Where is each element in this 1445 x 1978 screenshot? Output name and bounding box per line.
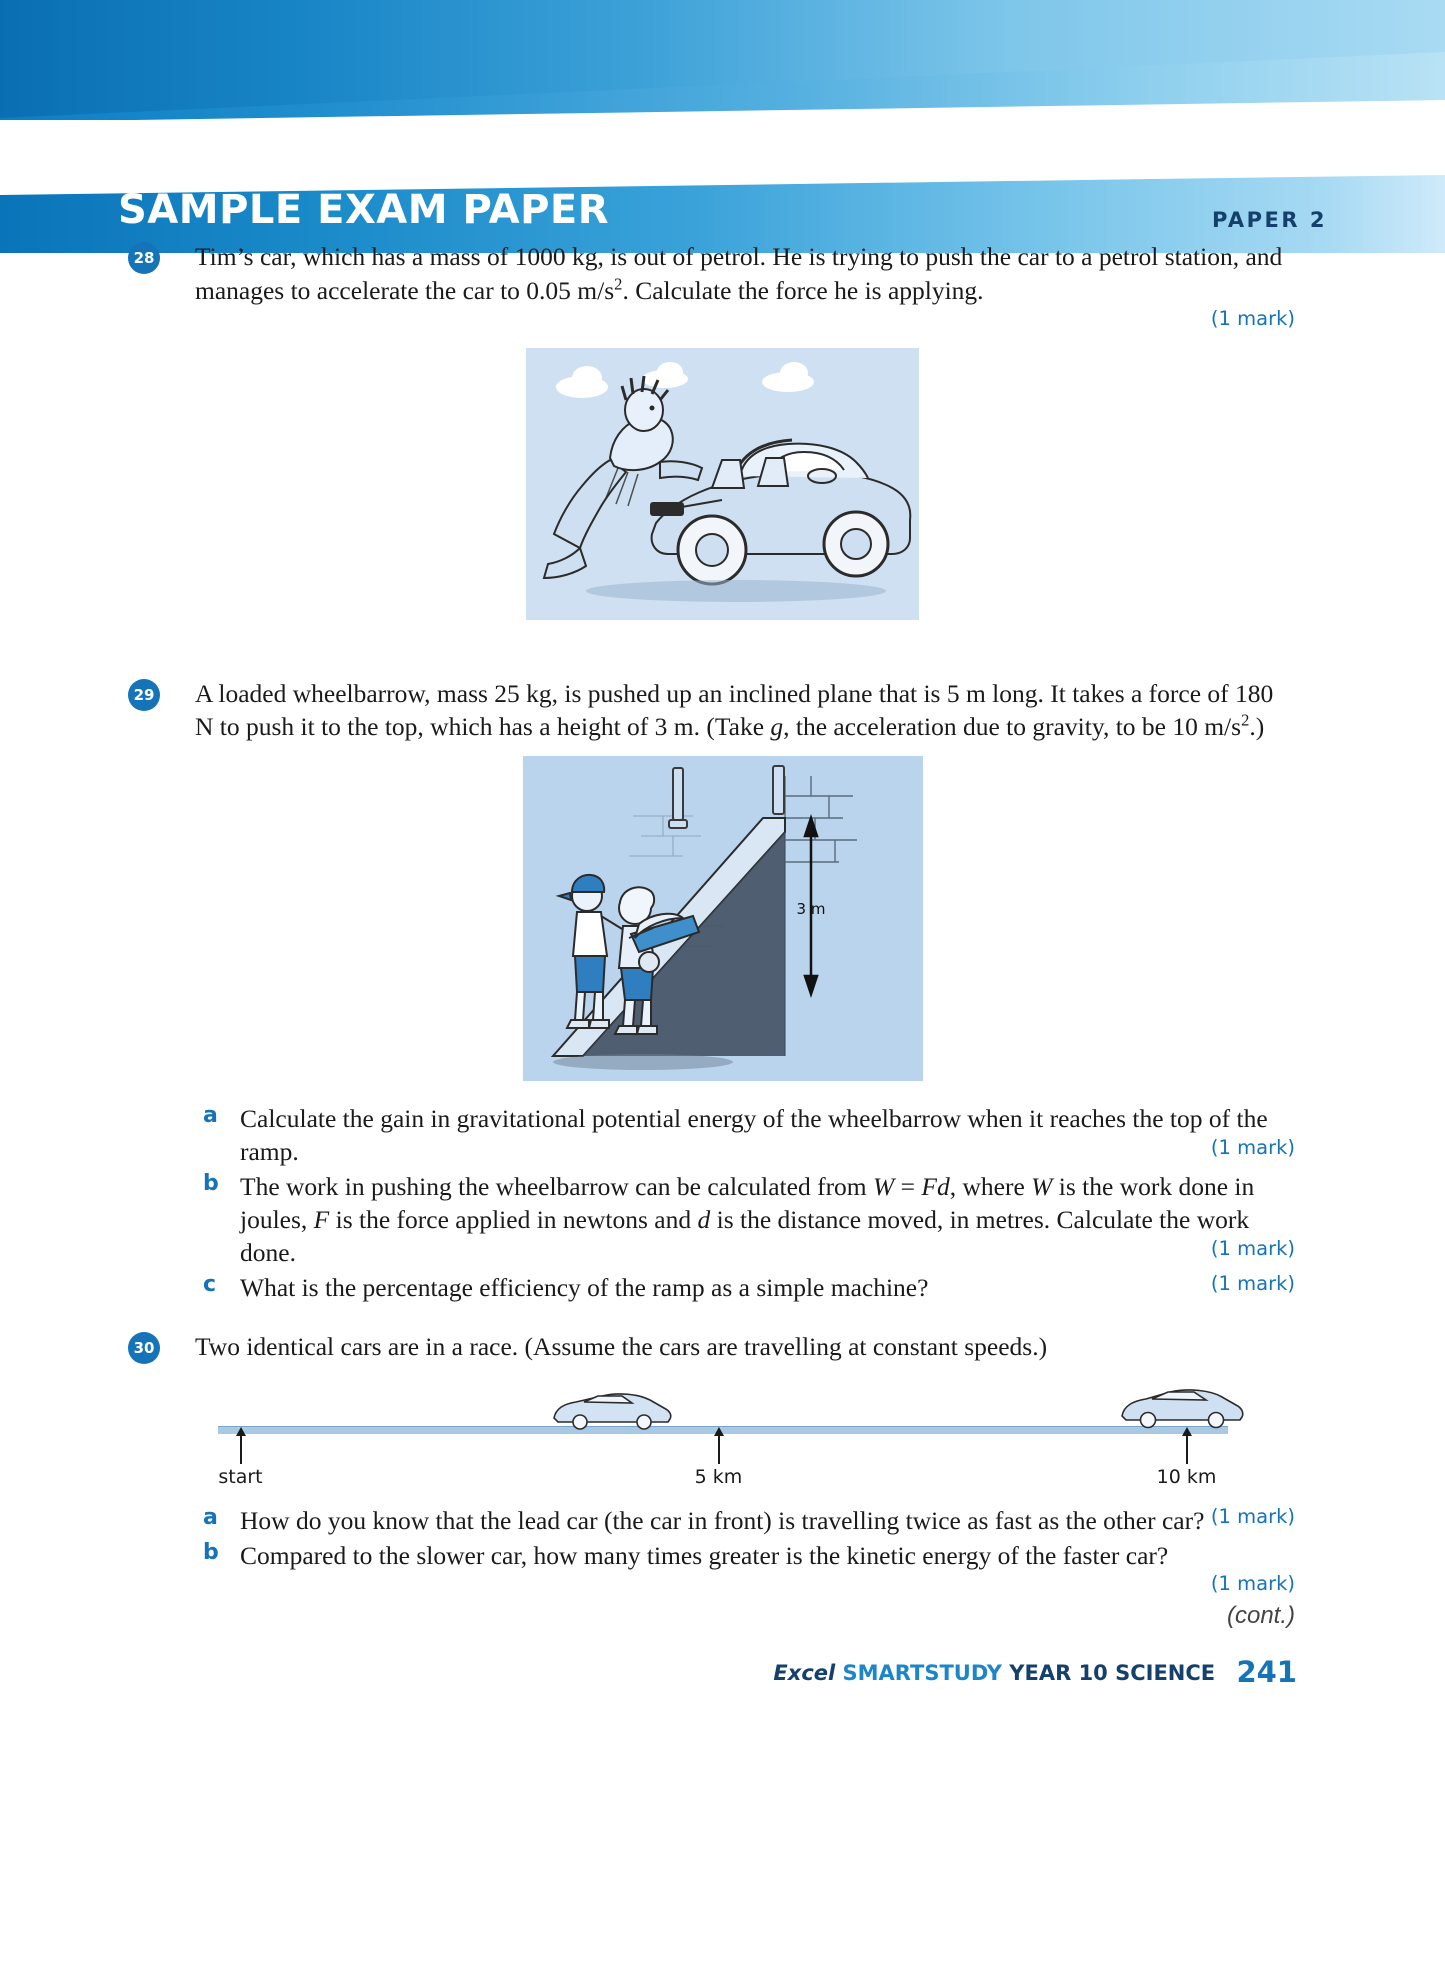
subpart-label: a xyxy=(203,1102,218,1128)
subpart-mark: (1 mark) xyxy=(1210,1504,1295,1528)
track-tick xyxy=(718,1434,720,1464)
subpart-c xyxy=(195,1271,1295,1304)
illustration-man-pushing-car xyxy=(526,348,919,620)
subpart-mark: (1 mark) xyxy=(1210,1135,1295,1159)
question-28-body: Tim’s car, which has a mass of 1000 kg, is out of petrol. He is trying to push the car to a petrol station, and manages to accelerate the car to 0.05 $m/s^2$. Calculate the force he is applying. xyxy=(195,242,1283,305)
illustration-wheelbarrow-ramp xyxy=(523,756,923,1081)
page-header xyxy=(0,0,1445,256)
subpart-text: The work in pushing the wheelbarrow can be calculated from W = Fd, where W is the work done in joules, F is the force applied in newtons and d is the distance moved, in metres. Calculate the work done. xyxy=(240,1171,1255,1268)
question-30-body: Two identical cars are in a race. (Assume the cars are travelling at constant speeds.) xyxy=(195,1332,1048,1362)
question-29-body: A loaded wheelbarrow, mass 25 kg, is pushed up an inclined plane that is 5 m long. It takes a force of 180 N to push it to the top, which has a height of 3 m. (Take g, the acceleration due to gravity, to be 10 $m/s^2$.) xyxy=(195,678,1274,742)
subpart-b xyxy=(195,1170,1295,1269)
continuation-note: (cont.) xyxy=(1226,1602,1295,1629)
paper-label: PAPER 2 xyxy=(1211,208,1327,232)
question-number: 29 xyxy=(128,679,160,711)
car-push-drawing xyxy=(526,348,919,620)
subpart-mark: (1 mark) xyxy=(1210,1237,1295,1261)
subpart-text: Calculate the gain in gravitational potential energy of the wheelbarrow when it reaches the top of the ramp. xyxy=(240,1103,1268,1166)
brand-smartstudy: SMARTSTUDY xyxy=(842,1661,1002,1685)
page-content xyxy=(0,242,1445,1595)
page-title: SAMPLE EXAM PAPER xyxy=(118,187,610,233)
brand-excel: Excel xyxy=(773,1661,836,1685)
page-number: 241 xyxy=(1236,1655,1297,1689)
subpart-mark: (1 mark) xyxy=(1210,1272,1295,1296)
question-29-subparts xyxy=(0,1102,1445,1305)
diagram-race-track-two-cars xyxy=(218,1378,1228,1488)
brand-series: YEAR 10 SCIENCE xyxy=(1009,1661,1216,1685)
question-number: 30 xyxy=(128,1332,160,1364)
question-29 xyxy=(0,677,1445,744)
track-tick-label: 5 km xyxy=(694,1465,743,1488)
car-icon-trailing xyxy=(548,1386,678,1432)
ramp-height-label: 3 m xyxy=(796,899,825,918)
question-text xyxy=(195,677,1295,744)
subpart-a xyxy=(195,1102,1295,1168)
subpart-text: Compared to the slower car, how many times greater is the kinetic energy of the faster car? xyxy=(240,1540,1169,1570)
ramp-drawing xyxy=(523,756,923,1081)
subpart-label: b xyxy=(203,1539,219,1565)
page-footer xyxy=(773,1655,1297,1689)
question-30-subparts xyxy=(0,1504,1445,1595)
track-tick xyxy=(240,1434,242,1464)
subpart-b xyxy=(195,1539,1295,1572)
question-30 xyxy=(0,1330,1445,1363)
subpart-label: b xyxy=(203,1170,219,1196)
figure-29-wrap xyxy=(0,744,1445,1086)
question-text xyxy=(195,1330,1295,1363)
track-tick-label: start xyxy=(218,1465,263,1488)
car-icon-leading xyxy=(1118,1384,1248,1430)
question-28 xyxy=(0,240,1445,330)
question-text xyxy=(195,240,1295,307)
subpart-text: How do you know that the lead car (the car in front) is travelling twice as fast as the other car? xyxy=(240,1505,1205,1535)
subpart-label: c xyxy=(203,1272,217,1298)
subpart-text: What is the percentage efficiency of the ramp as a simple machine? xyxy=(240,1273,929,1303)
question-number: 28 xyxy=(128,242,160,274)
track-tick xyxy=(1186,1434,1188,1464)
question-28-mark: (1 mark) xyxy=(1210,306,1295,330)
track-tick-label: 10 km xyxy=(1156,1465,1217,1488)
subpart-mark: (1 mark) xyxy=(1210,1571,1295,1595)
subpart-label: a xyxy=(203,1504,218,1530)
subpart-a xyxy=(195,1504,1295,1537)
figure-28-wrap xyxy=(0,330,1445,625)
